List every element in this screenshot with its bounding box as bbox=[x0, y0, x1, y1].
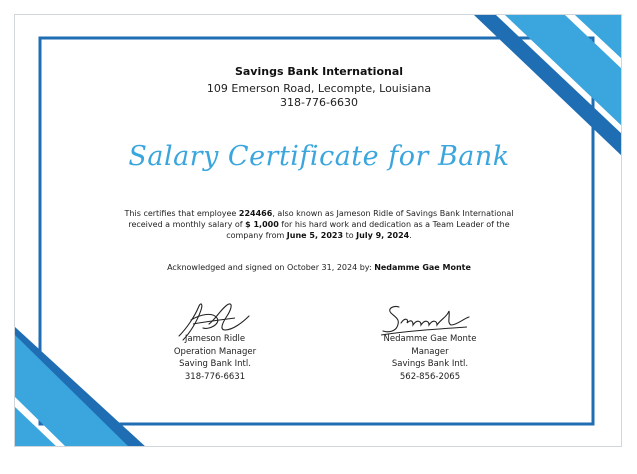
signatory-phone: 318-776-6631 bbox=[184, 371, 246, 382]
end-date: July 9, 2024 bbox=[356, 231, 410, 240]
signatory-phone: 562-856-2065 bbox=[399, 371, 461, 382]
bank-address: 109 Emerson Road, Lecompte, Louisiana bbox=[206, 82, 432, 95]
certificate-frame bbox=[14, 14, 622, 447]
signatory-position: Operation Manager bbox=[173, 346, 257, 357]
signatory-position: Manager bbox=[411, 346, 449, 357]
body-text-2: , also known as Jameson Ridle of Savings Bank International received a monthly salary of bbox=[128, 209, 514, 229]
certificate-body bbox=[110, 208, 528, 241]
body-text-4: to bbox=[343, 231, 357, 240]
salary-amount: $ 1,000 bbox=[245, 220, 279, 229]
signatory-1 bbox=[140, 333, 290, 383]
certificate-title: Salary Certificate for Bank bbox=[128, 141, 510, 172]
acknowledgement-text: Acknowledged and signed on October 31, 2024 by: bbox=[167, 263, 375, 272]
signatory-name: Jameson Ridle bbox=[184, 334, 246, 344]
employee-id: 224466 bbox=[238, 209, 273, 218]
bank-phone: 318-776-6630 bbox=[280, 96, 358, 109]
acknowledgement-signer: Nedamme Gae Monte bbox=[374, 263, 471, 272]
signatory-2 bbox=[355, 333, 505, 383]
body-text-1: This certifies that employee bbox=[124, 209, 239, 218]
signatory-company: Savings Bank Intl. bbox=[391, 359, 469, 369]
signatory-company: Saving Bank Intl. bbox=[179, 359, 251, 369]
bank-name: Savings Bank International bbox=[234, 65, 404, 78]
start-date: June 5, 2023 bbox=[286, 231, 344, 240]
body-text-5: . bbox=[409, 231, 412, 240]
body-text-3: for his hard work and dedication as a Team Leader of the company from bbox=[226, 220, 510, 240]
acknowledgement bbox=[15, 263, 622, 272]
signatory-name: Nedamme Gae Monte bbox=[383, 334, 477, 344]
